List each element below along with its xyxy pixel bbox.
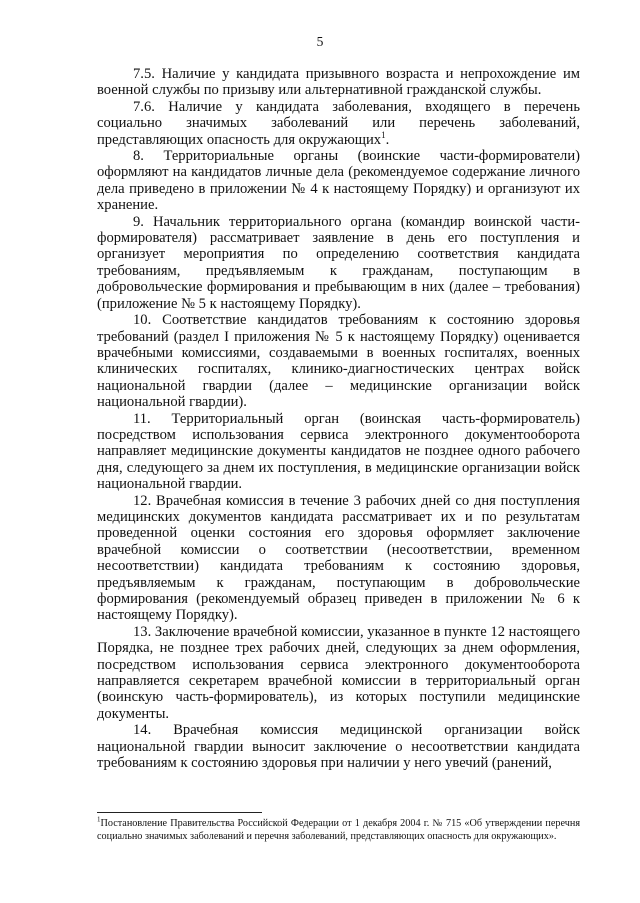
- paragraph-11: 11. Территориальный орган (воинская часть-формирователь) посредством использования сервиса электронного документооборота направляет медицинские документы кандидатов не позднее одного рабочего дня, следующего за днем их поступления, в медицинские организации войск национальной гвардии.: [97, 410, 580, 493]
- page-number: 5: [316, 34, 324, 49]
- footnote-divider: [97, 812, 262, 813]
- paragraph-7-6-tail: .: [385, 131, 390, 148]
- paragraph-14: 14. Врачебная комиссия медицинской организации войск национальной гвардии выносит заключение о несоответствии кандидата требованиям к состоянию здоровья при наличии у него увечий (ранений,: [97, 722, 580, 772]
- paragraph-9: 9. Начальник территориального органа (командир воинской части-формирователя) рассматривает заявление в день его поступления и организует мероприятия по определению соответствия кандидата требованиям, предъявляемым к гражданам, поступающим в добровольческие формирования и пребывающим в них (далее – требования) (приложение № 5 к настоящему Порядку).: [97, 213, 580, 312]
- paragraph-7-6: [97, 99, 580, 148]
- paragraph-13: 13. Заключение врачебной комиссии, указанное в пункте 12 настоящего Порядка, не позднее трех рабочих дней, следующих за днем оформления, посредством использования сервиса электронного документооборота направляется секретарем врачебной комиссии в территориальный орган (воинскую часть-формирователь), из которых поступили медицинские документы.: [97, 623, 580, 722]
- footnote-text: Постановление Правительства Российской Федерации от 1 декабря 2004 г. № 715 «Об утверждении перечня социально значимых заболеваний и перечня заболеваний, представляющих опасность для окружающих».: [97, 818, 580, 842]
- paragraph-12: 12. Врачебная комиссия в течение 3 рабочих дней со дня поступления медицинских документов кандидата рассматривает их и по результатам проведенной оценки состояния его здоровья оформляет заключение врачебной комиссии о соответствии (несоответствии, временном несоответствии) кандидата требованиям к состоянию здоровья, предъявляемым к гражданам, поступающим в добровольческие формирования (рекомендуемый образец приведен в приложении № 6 к настоящему Порядку).: [97, 492, 580, 624]
- paragraph-10: 10. Соответствие кандидатов требованиям к состоянию здоровья требований (раздел I приложения № 5 к настоящему Порядку) оценивается врачебными комиссиями, создаваемыми в военных госпиталях, военных клинических госпиталях, клинико-диагностических центрах войск национальной гвардии (далее – медицинские организации войск национальной гвардии).: [97, 312, 580, 411]
- paragraph-8: 8. Территориальные органы (воинские части-формирователи) оформляют на кандидатов личные дела (рекомендуемое содержание личного дела приведено в приложении № 4 к настоящему Порядку) и организуют их хранение.: [97, 148, 580, 214]
- footnote-mark: 1: [97, 815, 101, 824]
- paragraph-7-5: 7.5. Наличие у кандидата призывного возраста и непрохождение им военной службы по призыву или альтернативной гражданской службы.: [97, 66, 580, 99]
- paragraph-7-6-text: 7.6. Наличие у кандидата заболевания, входящего в перечень социально значимых заболеваний или перечень заболеваний, представляющих опасность для окружающих: [97, 98, 580, 148]
- document-body: [97, 66, 580, 771]
- footnote-reference: 1: [381, 129, 386, 140]
- footnote: [97, 817, 580, 843]
